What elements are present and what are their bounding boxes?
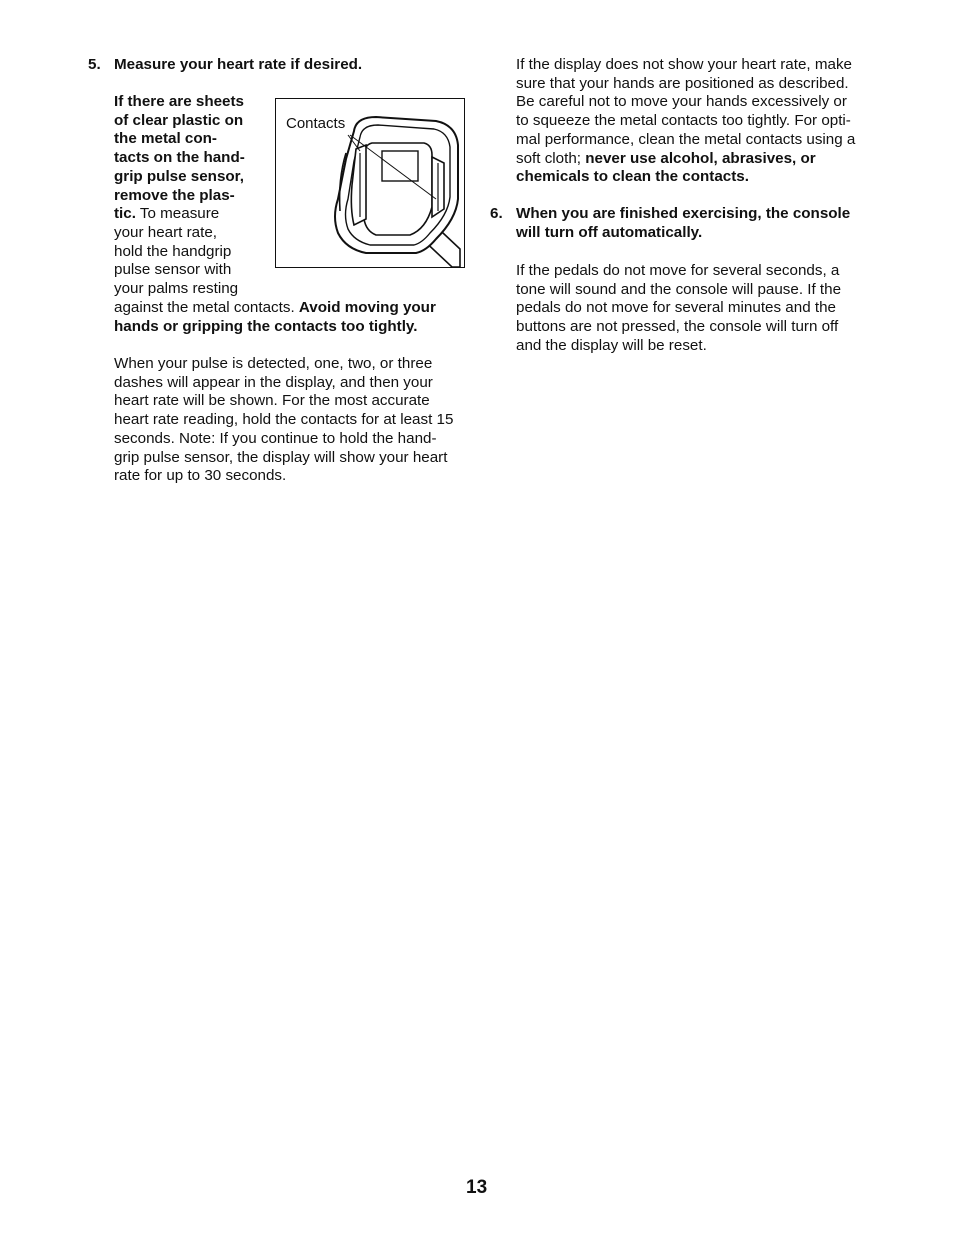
pulse-paragraph-line: rate for up to 30 seconds. bbox=[114, 467, 287, 485]
step-5-line-bold: tacts on the hand- bbox=[114, 149, 245, 167]
pulse-paragraph-line: When your pulse is detected, one, two, or three bbox=[114, 355, 433, 372]
step-5-line bbox=[114, 112, 243, 131]
step-5-line bbox=[114, 187, 235, 206]
step-5-full-line-bold: Avoid moving your bbox=[298, 299, 436, 316]
step-6-heading-line: When you are finished exercising, the console bbox=[516, 205, 851, 222]
right-paragraph-line-normal: Be careful not to move your hands excessively or bbox=[516, 93, 847, 111]
step-6-number: 6. bbox=[490, 205, 503, 222]
pulse-paragraph-line: heart rate reading, hold the contacts for at least 15 bbox=[114, 411, 454, 429]
handgrip-pulse-sensor-icon bbox=[276, 99, 466, 269]
step-5-full-line bbox=[114, 299, 436, 318]
step-5-line bbox=[114, 168, 244, 187]
step-5-line-normal: your heart rate, bbox=[114, 223, 217, 241]
right-paragraph-line-bold: never use alcohol, abrasives, or bbox=[585, 149, 816, 167]
step-5-line-bold: of clear plastic on bbox=[114, 111, 244, 129]
right-paragraph-line-normal: mal performance, clean the metal contacts using a bbox=[516, 130, 856, 148]
step-5-line bbox=[114, 243, 231, 262]
right-paragraph-line bbox=[516, 131, 855, 150]
step-5-full-line bbox=[114, 318, 417, 337]
pulse-paragraph-line: dashes will appear in the display, and then your bbox=[114, 373, 433, 391]
right-paragraph-line bbox=[516, 93, 847, 112]
right-paragraph-line bbox=[516, 168, 749, 187]
step-5-line bbox=[114, 93, 244, 112]
step-5-line-bold: the metal con- bbox=[114, 130, 217, 148]
right-paragraph-line bbox=[516, 150, 816, 169]
step-5-full-line-bold: hands or gripping the contacts too tightly. bbox=[114, 317, 418, 335]
step-5-line-bold: tic. bbox=[114, 205, 136, 223]
step-5-line bbox=[114, 149, 245, 168]
step-5-line bbox=[114, 130, 217, 149]
step-5-line-normal: pulse sensor with bbox=[114, 261, 232, 279]
pulse-paragraph-line: heart rate will be shown. For the most accurate bbox=[114, 392, 430, 410]
right-paragraph-line bbox=[516, 112, 851, 131]
right-paragraph-line bbox=[516, 75, 849, 94]
contacts-label: Contacts bbox=[286, 115, 346, 132]
step-5-line bbox=[114, 205, 219, 224]
step-5-line-bold: remove the plas- bbox=[114, 186, 235, 204]
right-paragraph-line-bold: chemicals to clean the contacts. bbox=[516, 168, 749, 186]
step-6-paragraph-line: tone will sound and the console will pause. If the bbox=[516, 280, 842, 298]
step-5-line-normal: hold the handgrip bbox=[114, 242, 232, 260]
right-paragraph-line-normal: soft cloth; bbox=[516, 149, 586, 167]
step-5-heading: Measure your heart rate if desired. bbox=[114, 56, 363, 73]
pulse-paragraph-line: seconds. Note: If you continue to hold the hand- bbox=[114, 429, 437, 447]
step-6-paragraph-line: and the display will be reset. bbox=[516, 336, 707, 354]
step-5-line-bold: grip pulse sensor, bbox=[114, 167, 244, 185]
step-5-line-normal: your palms resting bbox=[114, 280, 239, 297]
right-paragraph-line-normal: sure that your hands are positioned as described. bbox=[516, 74, 849, 92]
step-6-paragraph-line: pedals do not move for several minutes and the bbox=[516, 299, 836, 317]
right-paragraph-line-normal: to squeeze the metal contacts too tightly. For opti- bbox=[516, 112, 851, 130]
handgrip-figure bbox=[275, 98, 465, 268]
page-number: 13 bbox=[466, 1177, 488, 1198]
step-6-paragraph-line: If the pedals do not move for several seconds, a bbox=[516, 262, 840, 279]
step-5-line bbox=[114, 261, 231, 280]
pulse-paragraph-line: grip pulse sensor, the display will show your heart bbox=[114, 448, 448, 466]
right-paragraph-line bbox=[516, 56, 852, 75]
right-paragraph-line-normal: If the display does not show your heart rate, make bbox=[516, 56, 852, 73]
step-5-full-line-normal: against the metal contacts. bbox=[114, 299, 299, 316]
step-5-line-bold: If there are sheets bbox=[114, 93, 244, 110]
step-6-heading-line: will turn off automatically. bbox=[516, 223, 703, 241]
step-5-number: 5. bbox=[88, 56, 101, 73]
step-5-line bbox=[114, 224, 217, 243]
step-5-line bbox=[114, 280, 238, 299]
step-6-paragraph-line: buttons are not pressed, the console will turn off bbox=[516, 318, 839, 336]
step-5-line-normal: To measure bbox=[135, 205, 220, 223]
